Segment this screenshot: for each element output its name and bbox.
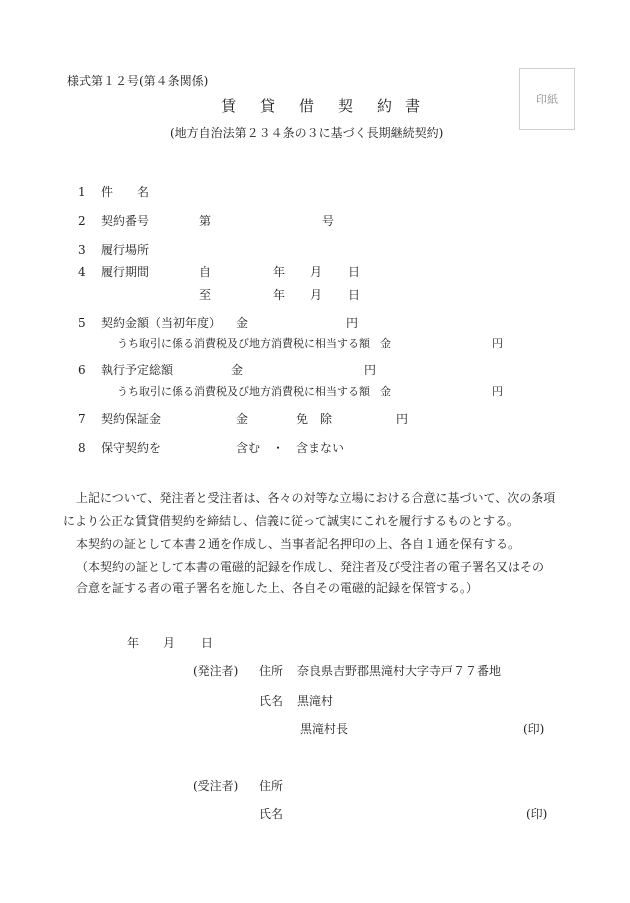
- tax-kin: 金: [380, 337, 391, 350]
- deposit-yen: 円: [396, 412, 409, 426]
- period-year: 年: [273, 265, 286, 279]
- total-kin: 金: [231, 363, 244, 377]
- contractor-address-label: 住所: [259, 779, 284, 793]
- tax-note: うち取引に係る消費税及び地方消費税に相当する額: [117, 385, 370, 398]
- period-from: 自: [199, 265, 212, 279]
- period-month: 月: [310, 265, 323, 279]
- subtitle: (地方自治法第２３４条の３に基づく長期継続契約): [170, 126, 444, 140]
- orderer-address-label: 住所: [259, 664, 284, 678]
- period-day: 日: [348, 288, 361, 302]
- contract-number-prefix: 第: [199, 214, 212, 228]
- contract-number-suffix: 号: [322, 214, 335, 228]
- date-day: 日: [201, 636, 214, 650]
- tax-yen: 円: [492, 385, 503, 398]
- contractor-name-label: 氏名: [259, 807, 284, 821]
- item-label-total-amount: 執行予定総額: [101, 363, 174, 377]
- amount-kin: 金: [236, 316, 249, 330]
- revenue-stamp-box: [519, 68, 575, 130]
- body-paragraph: 上記について、発注者と受注者は、各々の対等な立場における合意に基づいて、次の条項: [76, 491, 556, 505]
- item-number: 8: [78, 441, 86, 455]
- item-label-place: 履行場所: [101, 243, 150, 257]
- form-number: 様式第１２号(第４条関係): [67, 74, 209, 88]
- orderer-address: 奈良県吉野郡黒滝村大字寺戸７７番地: [297, 664, 502, 678]
- title-char: 賃: [221, 97, 237, 115]
- item-label-deposit: 契約保証金: [101, 412, 162, 426]
- contractor-seal: (印): [526, 807, 548, 821]
- item-label-contract-number: 契約番号: [101, 214, 150, 228]
- period-day: 日: [348, 265, 361, 279]
- contractor-role: (受注者): [193, 779, 239, 793]
- title-char: 借: [299, 97, 315, 115]
- title-char: 貸: [260, 97, 276, 115]
- date-month: 月: [163, 636, 176, 650]
- body-paragraph: により公正な賃貸借契約を締結し、信義に従って誠実にこれを履行するものとする。: [63, 514, 520, 528]
- period-month: 月: [310, 288, 323, 302]
- stamp-label: 印紙: [536, 93, 558, 106]
- item-label-period: 履行期間: [101, 265, 150, 279]
- title-char: 約: [377, 97, 393, 115]
- body-paragraph: 合意を証する者の電子署名を施した上、各自その電磁的記録を保管する。）: [76, 581, 479, 595]
- tax-note: うち取引に係る消費税及び地方消費税に相当する額: [117, 337, 370, 350]
- deposit-exemption: 免 除: [296, 412, 333, 426]
- item-number: 2: [78, 214, 86, 228]
- item-number: 7: [78, 412, 86, 426]
- item-label-contract-amount: 契約金額（当初年度）: [101, 316, 222, 330]
- item-number: 4: [78, 265, 86, 279]
- orderer-seal: (印): [523, 722, 545, 736]
- item-label-maintenance: 保守契約を: [101, 441, 162, 455]
- period-year: 年: [273, 288, 286, 302]
- body-paragraph: 本契約の証として本書２通を作成し、当事者記名押印の上、各自１通を保有する。: [76, 537, 521, 551]
- item-number: 1: [78, 185, 86, 199]
- item-label-subject: 件 名: [101, 185, 150, 199]
- amount-yen: 円: [346, 316, 359, 330]
- date-year: 年: [127, 636, 140, 650]
- orderer-role: (発注者): [193, 664, 239, 678]
- deposit-kin: 金: [236, 412, 249, 426]
- item-number: 5: [78, 316, 86, 330]
- title-char: 契: [338, 97, 354, 115]
- tax-kin: 金: [380, 385, 391, 398]
- item-number: 6: [78, 363, 86, 377]
- orderer-title: 黒滝村長: [300, 722, 349, 736]
- total-yen: 円: [364, 363, 377, 377]
- title-char: 書: [405, 97, 421, 115]
- orderer-organization: 黒滝村: [297, 694, 334, 708]
- orderer-name-label: 氏名: [259, 694, 284, 708]
- item-number: 3: [78, 243, 86, 257]
- tax-yen: 円: [492, 337, 503, 350]
- period-to: 至: [199, 288, 212, 302]
- maintenance-options: 含む ・ 含まない: [236, 441, 345, 455]
- body-paragraph: （本契約の証として本書の電磁的記録を作成し、発注者及び受注者の電子署名又はその: [76, 560, 545, 574]
